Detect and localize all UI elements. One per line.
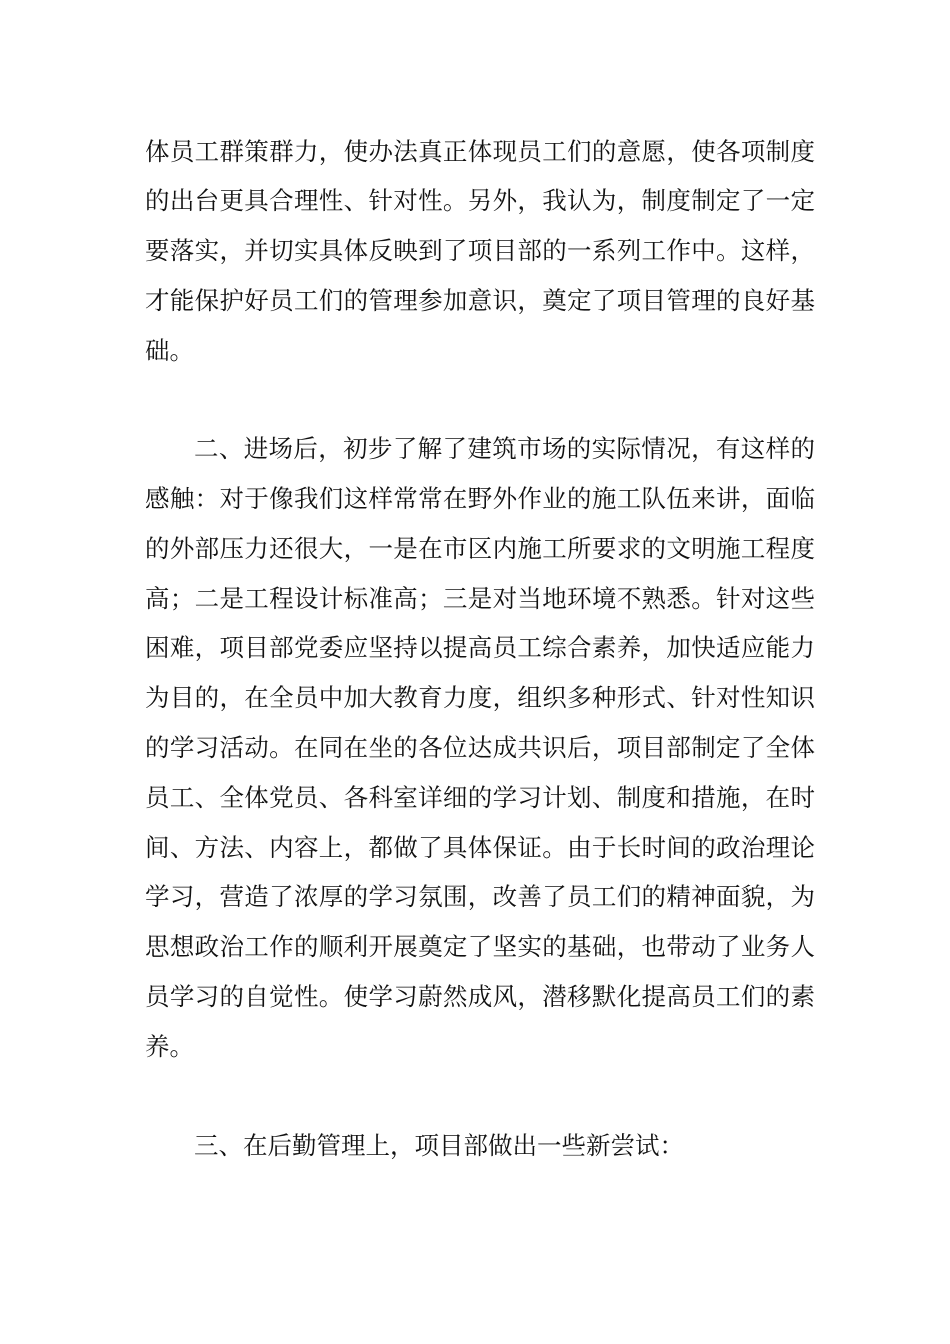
text-line: 思想政治工作的顺利开展奠定了坚实的基础，也带动了业务人 [145,932,815,961]
text-line: 感触：对于像我们这样常常在野外作业的施工队伍来讲，面临 [145,484,815,513]
text-line: 要落实，并切实具体反映到了项目部的一系列工作中。这样， [145,236,815,265]
text-line: 才能保护好员工们的管理参加意识，奠定了项目管理的良好基 [145,286,815,315]
paragraph-heading-three: 三、在后勤管理上，项目部做出一些新尝试： [194,1131,684,1160]
text-line: 员学习的自觉性。使学习蔚然成风，潜移默化提高员工们的素 [145,982,815,1011]
text-line: 高；二是工程设计标准高；三是对当地环境不熟悉。针对这些 [145,584,815,613]
text-line: 困难，项目部党委应坚持以提高员工综合素养，加快适应能力 [145,633,815,662]
text-line: 的外部压力还很大，一是在市区内施工所要求的文明施工程度 [145,534,815,563]
text-line: 的学习活动。在同在坐的各位达成共识后，项目部制定了全体 [145,733,815,762]
paragraph-heading-two: 二、进场后，初步了解了建筑市场的实际情况，有这样的 [194,434,815,463]
text-line: 础。 [145,336,194,365]
text-line: 员工、全体党员、各科室详细的学习计划、制度和措施，在时 [145,783,815,812]
text-line: 学习，营造了浓厚的学习氛围，改善了员工们的精神面貌，为 [145,882,815,911]
text-line: 养。 [145,1032,194,1061]
text-line: 为目的，在全员中加大教育力度，组织多种形式、针对性知识 [145,683,815,712]
text-line: 间、方法、内容上，都做了具体保证。由于长时间的政治理论 [145,833,815,862]
text-line: 体员工群策群力，使办法真正体现员工们的意愿，使各项制度 [145,137,815,166]
text-line: 的出台更具合理性、针对性。另外，我认为，制度制定了一定 [145,186,815,215]
